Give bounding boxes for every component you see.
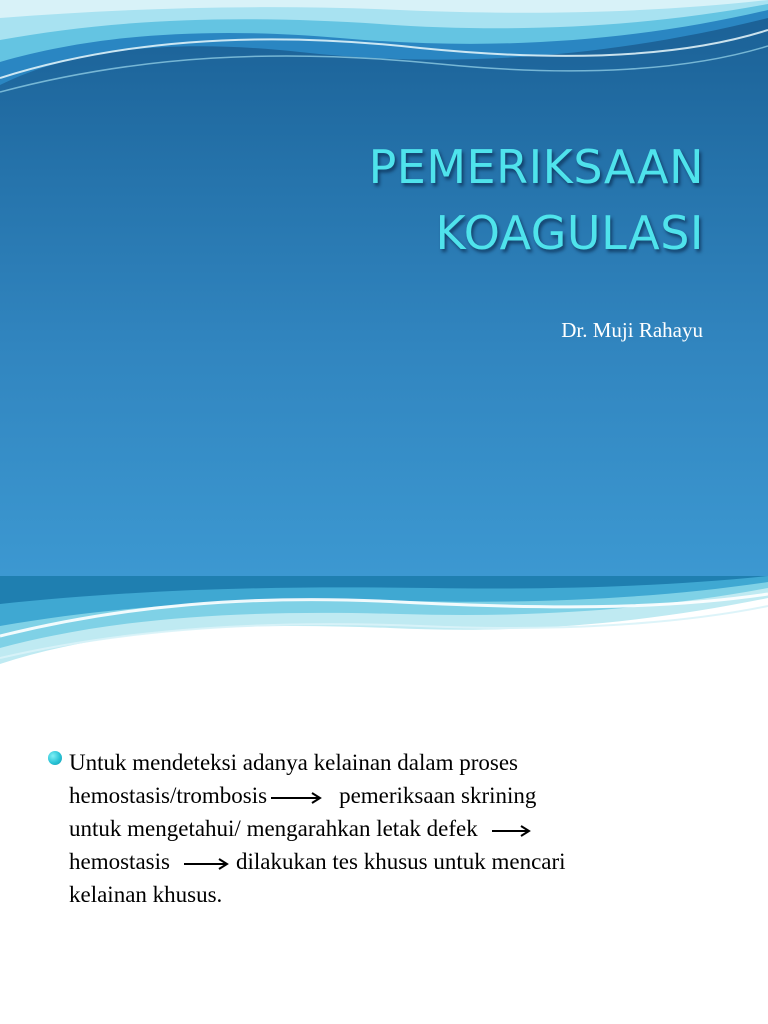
text-segment: pemeriksaan skrining	[339, 783, 537, 808]
text-segment: dilakukan tes khusus untuk mencari	[235, 849, 566, 874]
content-slide	[0, 576, 768, 1024]
right-arrow-icon	[271, 791, 323, 805]
title-line-1: PEMERIKSAAN	[368, 140, 704, 194]
text-line-5: kelainan khusus.	[69, 882, 223, 907]
bullet-text	[48, 746, 738, 911]
text-segment: untuk mengetahui/ mengarahkan letak defek	[69, 816, 478, 841]
text-line-1: Untuk mendeteksi adanya kelainan dalam proses	[69, 750, 518, 775]
right-arrow-icon	[184, 857, 230, 871]
text-segment: hemostasis/trombosis	[69, 783, 268, 808]
wave-decoration-top	[0, 0, 768, 110]
wave-decoration-top	[0, 576, 768, 676]
right-arrow-icon	[492, 824, 532, 838]
text-segment: hemostasis	[69, 849, 170, 874]
title-line-2: KOAGULASI	[435, 206, 704, 260]
text-line-2	[69, 779, 738, 812]
bullet-item	[48, 746, 738, 911]
author-name: Dr. Muji Rahayu	[561, 318, 703, 342]
text-line-3	[69, 812, 738, 845]
text-line-4	[69, 845, 738, 878]
round-bullet-icon	[48, 751, 62, 765]
slide-title	[144, 134, 704, 266]
